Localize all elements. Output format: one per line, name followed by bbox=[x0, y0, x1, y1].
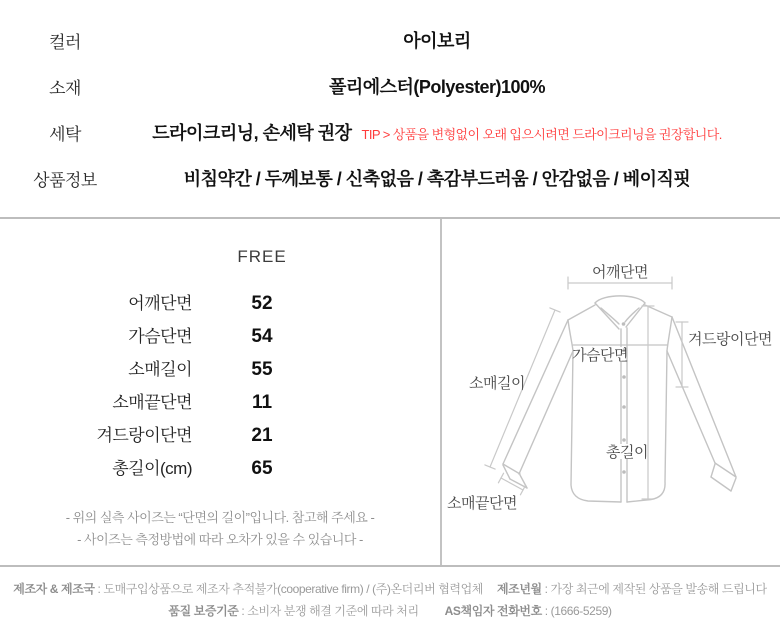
size-row-label: 소매길이 bbox=[128, 360, 192, 379]
size-table bbox=[0, 219, 440, 485]
as-phone-label: AS책임자 전화번호 bbox=[444, 604, 542, 618]
size-row-label: 겨드랑이단면 bbox=[96, 426, 192, 445]
info-row-wash bbox=[0, 109, 780, 155]
details-label: 상품정보 bbox=[33, 170, 97, 190]
size-row-label: 가슴단면 bbox=[128, 327, 192, 346]
product-info-table bbox=[0, 0, 780, 201]
manufacturer-value: : 도매구입상품으로 제조자 추적불가(cooperative firm) / (주)온더리버 협력업체 bbox=[94, 582, 483, 596]
product-footer-info bbox=[0, 578, 780, 622]
vertical-divider bbox=[440, 219, 442, 565]
size-panel bbox=[0, 219, 440, 565]
diagram-labels bbox=[447, 263, 772, 512]
sleeve-measure-label: 소매길이 bbox=[469, 375, 525, 392]
size-row-label: 총길이(cm) bbox=[112, 459, 192, 478]
manufacture-date-value: : 가장 최근에 제작된 상품을 발송해 드립니다 bbox=[541, 582, 767, 596]
details-value: 비침약간 / 두께보통 / 신축없음 / 촉감부드러움 / 안감없음 / 베이직핏 bbox=[183, 169, 691, 189]
footer-line-2 bbox=[0, 600, 780, 622]
size-row-value: 11 bbox=[251, 392, 273, 413]
size-column-header: FREE bbox=[237, 247, 287, 266]
size-row-label: 어깨단면 bbox=[128, 294, 192, 313]
info-row-color bbox=[0, 17, 780, 63]
size-row-value: 52 bbox=[251, 293, 273, 314]
as-phone-value: : (1666-5259) bbox=[541, 604, 612, 618]
armpit-measure-label: 겨드랑이단면 bbox=[688, 331, 772, 348]
quality-standard-label: 품질 보증기준 bbox=[168, 604, 239, 618]
shirt-measurement-diagram bbox=[445, 250, 780, 562]
shirt-diagram-svg bbox=[445, 250, 780, 562]
info-row-details bbox=[0, 155, 780, 201]
size-notes bbox=[0, 507, 440, 551]
color-value: 아이보리 bbox=[403, 31, 471, 51]
wash-value: 드라이크리닝, 손세탁 권장 bbox=[152, 123, 352, 143]
total-length-label: 총길이 bbox=[606, 444, 648, 461]
size-note-line2: - 사이즈는 측정방법에 따라 오차가 있을 수 있습니다 - bbox=[77, 532, 363, 547]
bottom-divider bbox=[0, 565, 780, 567]
footer-line-1 bbox=[0, 578, 780, 600]
size-note-line1: - 위의 실측 사이즈는 “단면의 길이”입니다. 참고해 주세요 - bbox=[65, 510, 375, 525]
quality-standard-value: : 소비자 분쟁 해결 기준에 따라 처리 bbox=[238, 604, 419, 618]
cuff-measure-label: 소매끝단면 bbox=[447, 495, 517, 512]
manufacturer-label: 제조자 & 제조국 bbox=[13, 582, 95, 596]
shirt-outline bbox=[503, 296, 736, 502]
manufacture-date-label: 제조년월 bbox=[496, 582, 542, 596]
size-row-value: 21 bbox=[251, 425, 273, 446]
fabric-value: 폴리에스터(Polyester)100% bbox=[328, 77, 545, 97]
size-row-label: 소매끝단면 bbox=[112, 393, 192, 412]
size-row-value: 65 bbox=[251, 458, 273, 479]
chest-measure-label: 가슴단면 bbox=[572, 347, 628, 364]
info-row-fabric bbox=[0, 63, 780, 109]
wash-label: 세탁 bbox=[49, 124, 81, 144]
size-row-value: 55 bbox=[251, 359, 273, 380]
shoulder-measure-label: 어깨단면 bbox=[592, 264, 648, 281]
color-label: 컬러 bbox=[49, 32, 81, 52]
size-row-value: 54 bbox=[251, 326, 273, 347]
wash-tip-text: TIP > 상품을 변형없이 오래 입으시려면 드라이크리닝을 권장합니다. bbox=[361, 127, 722, 142]
fabric-label: 소재 bbox=[49, 78, 81, 98]
